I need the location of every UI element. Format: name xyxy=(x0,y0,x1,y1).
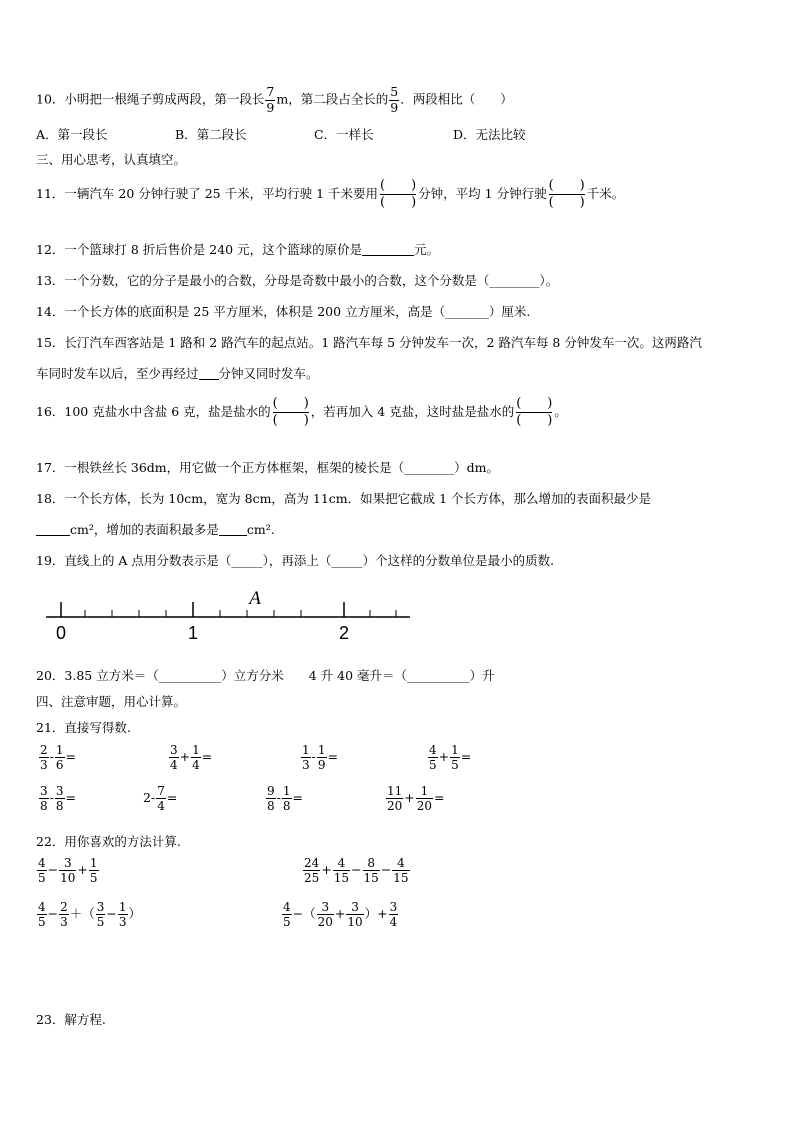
q11-text-b: 分钟，平均 1 分钟行驶 xyxy=(418,186,547,201)
q15-text-b: 分钟又同时发车。 xyxy=(218,366,319,381)
q22-expression-3: $\frac{4}{5}$ − $\frac{2}{3}$ ＋（ $\frac{3}{5}$ − $\frac{1}{3}$ ） xyxy=(38,900,142,929)
q12-answer-blank[interactable] xyxy=(362,243,414,256)
section-4-heading: 四、注意审题，用心计算。 xyxy=(36,694,187,709)
q15-text-a: 车同时发车以后，至少再经过 xyxy=(36,366,199,381)
q10-fraction-2: $\frac{5}{9}$ xyxy=(390,84,399,115)
number-line-point-a-label: A xyxy=(249,588,261,609)
q21-item-4: $\frac{4}{5}$ + $\frac{1}{5}$ = xyxy=(429,743,472,772)
q10-option-c[interactable]: C．一样长 xyxy=(314,127,374,142)
q18-unit-1: cm² xyxy=(70,522,94,537)
number-line-label-2: 2 xyxy=(338,623,350,643)
question-16 xyxy=(36,396,567,429)
question-21: 21．直接写得数. xyxy=(36,720,131,735)
q22-expression-2: $\frac{24}{25}$ + $\frac{4}{15}$ − $\frac{8}{15}$ − $\frac{4}{15}$ xyxy=(304,856,409,885)
q10-option-a[interactable]: A．第一段长 xyxy=(36,127,108,142)
question-11 xyxy=(36,178,624,211)
q16-text-b: ，若再加入 4 克盐，这时盐是盐水的 xyxy=(310,404,515,419)
q21-item-2: $\frac{3}{4}$ + $\frac{1}{4}$ = xyxy=(170,743,213,772)
q21-item-5: $\frac{3}{8}$ - $\frac{3}{8}$ = xyxy=(40,784,76,813)
question-10 xyxy=(36,86,513,114)
q18-answer-blank-1[interactable] xyxy=(36,523,70,536)
question-22: 22．用你喜欢的方法计算. xyxy=(36,834,181,849)
question-13: 13．一个分数，它的分子是最小的合数，分母是奇数中最小的合数，这个分数是（________）。 xyxy=(36,273,559,288)
q11-text-a: 11．一辆汽车 20 分钟行驶了 25 千米，平均行驶 1 千米要用 xyxy=(36,186,379,201)
q16-text-a: 16．100 克盐水中含盐 6 克，盐是盐水的 xyxy=(36,404,271,419)
question-20: 20．3.85 立方米＝（__________）立方分米 4 升 40 毫升＝（__________）升 xyxy=(36,668,495,683)
q12-text-a: 12．一个篮球打 8 折后售价是 240 元，这个篮球的原价是 xyxy=(36,242,363,257)
q11-blank-fraction-1[interactable]: ( ) ( ) xyxy=(380,178,417,210)
section-3-heading: 三、用心思考，认真填空。 xyxy=(36,152,187,167)
q18-unit-2: cm² xyxy=(246,522,271,537)
q18-text-mid: ，增加的表面积最多是 xyxy=(93,522,219,537)
question-12 xyxy=(36,240,439,258)
number-line-label-0: 0 xyxy=(55,623,67,643)
question-18-line-1: 18．一个长方体，长为 10cm，宽为 8cm，高为 11cm．如果把它截成 1 个长方体，那么增加的表面积最少是 xyxy=(36,491,652,506)
question-14: 14．一个长方体的底面积是 25 平方厘米，体积是 200 立方厘米，高是（_______）厘米. xyxy=(36,304,531,319)
question-15-line-1: 15．长汀汽车西客站是 1 路和 2 路汽车的起点站。1 路汽车每 5 分钟发车一次，2 路汽车每 8 分钟发车一次。这两路汽 xyxy=(36,335,702,350)
question-23: 23．解方程. xyxy=(36,1012,106,1027)
q15-answer-blank[interactable] xyxy=(199,367,219,380)
q21-item-6: 2- $\frac{7}{4}$ = xyxy=(143,784,178,813)
q10-option-d[interactable]: D．无法比较 xyxy=(453,127,526,142)
number-line-label-1: 1 xyxy=(187,623,199,643)
question-19: 19．直线上的 A 点用分数表示是（_____），再添上（_____）个这样的分数单位是最小的质数. xyxy=(36,553,555,568)
q22-expression-4: $\frac{4}{5}$ −（ $\frac{3}{20}$ + $\frac{3}{10}$ ）+ $\frac{3}{4}$ xyxy=(283,900,398,929)
question-18-line-2 xyxy=(36,520,275,538)
number-line xyxy=(40,582,412,644)
q16-blank-fraction-1[interactable]: ( ) ( ) xyxy=(272,396,309,428)
q10-text-b: m，第二段占全长的 xyxy=(276,91,389,107)
q21-item-8: $\frac{11}{20}$ + $\frac{1}{20}$ = xyxy=(387,784,445,813)
q21-item-7: $\frac{9}{8}$ - $\frac{1}{8}$ = xyxy=(267,784,303,813)
q11-text-c: 千米。 xyxy=(586,186,625,201)
q12-text-b: 元。 xyxy=(414,242,440,257)
q18-answer-blank-2[interactable] xyxy=(219,523,247,536)
q10-text-c: ．两段相比（ ） xyxy=(400,91,513,107)
q11-blank-fraction-2[interactable]: ( ) ( ) xyxy=(548,178,585,210)
q10-fraction-1: $\frac{7}{9}$ xyxy=(266,84,275,115)
q22-expression-1: $\frac{4}{5}$ − $\frac{3}{10}$ + $\frac{1}{5}$ xyxy=(38,856,98,885)
q16-blank-fraction-2[interactable]: ( ) ( ) xyxy=(516,396,553,428)
q16-text-c: 。 xyxy=(554,404,567,419)
q10-text-a: 10．小明把一根绳子剪成两段，第一段长 xyxy=(36,91,265,107)
question-15-line-2 xyxy=(36,364,319,382)
q21-item-1: $\frac{2}{3}$ - $\frac{1}{6}$ = xyxy=(40,743,76,772)
q21-item-3: $\frac{1}{3}$ - $\frac{1}{9}$ = xyxy=(302,743,338,772)
q10-option-b[interactable]: B．第二段长 xyxy=(175,127,247,142)
question-17: 17．一根铁丝长 36dm，用它做一个正方体框架，框架的棱长是（________）dm。 xyxy=(36,460,499,475)
q18-text-end: . xyxy=(270,522,275,537)
